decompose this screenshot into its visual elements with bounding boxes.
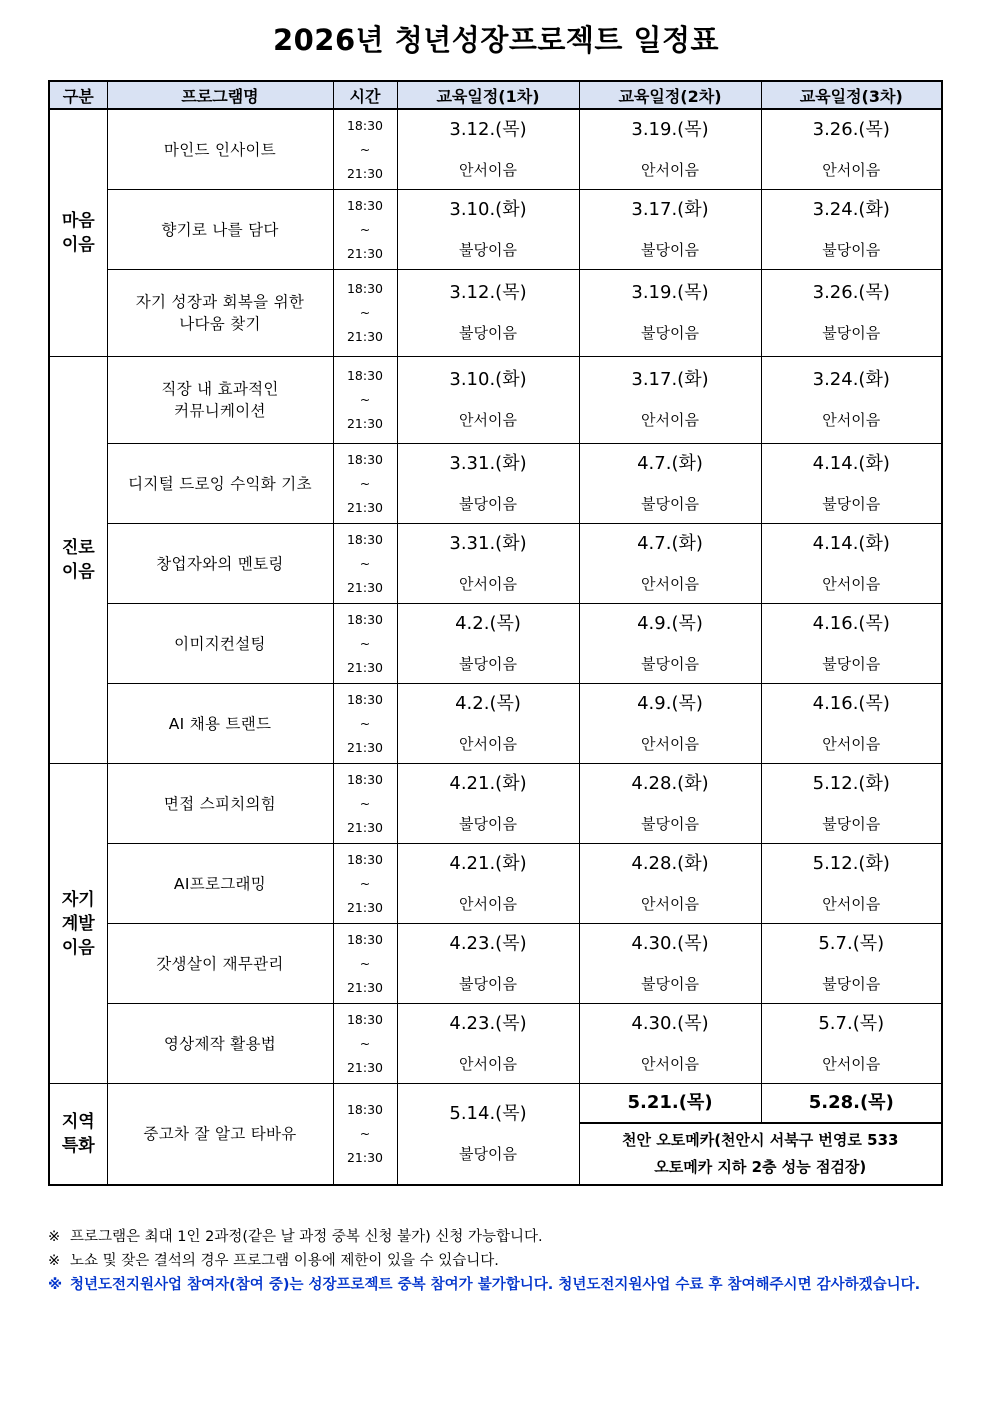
header-program: 프로그램명 <box>107 81 333 109</box>
schedule-location: 불당이음 <box>641 240 699 259</box>
schedule-location: 안서이음 <box>459 574 517 593</box>
schedule-cell-3 <box>761 444 942 524</box>
schedule-cell-3: 5.28.(목) <box>761 1084 942 1124</box>
schedule-date: 3.10.(화) <box>449 198 527 220</box>
program-name: AI 채용 트랜드 <box>107 684 333 764</box>
table-row <box>49 924 942 1004</box>
schedule-cell-3 <box>761 924 942 1004</box>
schedule-location: 안서이음 <box>822 411 881 429</box>
header-schedule-2: 교육일정(2차) <box>579 81 761 109</box>
schedule-location: 불당이음 <box>459 654 517 673</box>
schedule-location: 불당이음 <box>459 324 517 342</box>
time-end: 21:30 <box>346 659 384 675</box>
time-end: 21:30 <box>346 329 384 344</box>
schedule-date: 5.7.(목) <box>818 932 885 954</box>
schedule-date: 3.12.(목) <box>449 282 527 303</box>
schedule-cell-3 <box>761 524 942 604</box>
schedule-location: 불당이음 <box>459 1145 517 1163</box>
schedule-location: 불당이음 <box>822 814 881 833</box>
time-end: 21:30 <box>346 245 384 261</box>
schedule-cell-1 <box>397 190 579 270</box>
time-cell <box>333 357 397 444</box>
schedule-cell-2 <box>579 357 761 444</box>
schedule-cell-2 <box>579 190 761 270</box>
program-name: 직장 내 효과적인 커뮤니케이션 <box>107 357 333 444</box>
schedule-date: 4.14.(화) <box>812 532 890 554</box>
table-row <box>49 444 942 524</box>
time-end: 21:30 <box>346 739 384 755</box>
page-title: 2026년 청년성장프로젝트 일정표 <box>272 23 720 57</box>
schedule-cell-2 <box>579 444 761 524</box>
schedule-cell-3 <box>761 190 942 270</box>
schedule-date: 4.30.(목) <box>631 932 709 954</box>
schedule-location: 불당이음 <box>459 240 517 259</box>
time-end: 21:30 <box>346 1150 384 1165</box>
schedule-date: 4.28.(화) <box>631 772 709 794</box>
table-row <box>49 190 942 270</box>
schedule-location: 불당이음 <box>641 494 699 513</box>
time-start: 18:30 <box>346 197 384 213</box>
time-end: 21:30 <box>346 499 384 515</box>
time-end: 21:30 <box>346 819 384 835</box>
schedule-location: 안서이음 <box>459 734 517 753</box>
table-row <box>49 844 942 924</box>
schedule-date: 4.9.(목) <box>637 692 703 714</box>
schedule-cell-2 <box>579 109 761 190</box>
schedule-date: 4.7.(화) <box>637 532 703 554</box>
schedule-date: 3.12.(목) <box>449 118 527 140</box>
time-start: 18:30 <box>346 851 384 867</box>
program-name: 중고차 잘 알고 타바유 <box>107 1084 333 1186</box>
schedule-location: 안서이음 <box>641 160 699 179</box>
schedule-location: 안서이음 <box>459 411 517 429</box>
schedule-date: 3.31.(화) <box>449 452 527 474</box>
table-row <box>49 684 942 764</box>
program-name: 이미지컨설팅 <box>107 604 333 684</box>
schedule-location: 불당이음 <box>641 974 699 993</box>
time-cell <box>333 190 397 270</box>
schedule-date: 3.19.(목) <box>631 118 709 140</box>
special-place-cell <box>579 1123 942 1185</box>
schedule-cell-3 <box>761 270 942 357</box>
schedule-date: 4.16.(목) <box>812 692 890 714</box>
time-end: 21:30 <box>346 1059 384 1075</box>
time-cell <box>333 444 397 524</box>
schedule-date: 3.24.(화) <box>812 198 890 220</box>
time-separator: ~ <box>359 955 371 971</box>
schedule-location: 불당이음 <box>822 974 881 993</box>
schedule-date: 4.30.(목) <box>631 1012 709 1034</box>
schedule-date: 4.7.(화) <box>637 452 703 474</box>
header-category: 구분 <box>49 81 107 109</box>
note-mark: ※ <box>48 1229 61 1245</box>
schedule-location: 불당이음 <box>641 814 699 833</box>
schedule-cell-2 <box>579 1004 761 1084</box>
schedule-date: 3.19.(목) <box>631 282 709 303</box>
program-name: 창업자와의 멘토링 <box>107 524 333 604</box>
program-name: 자기 성장과 회복을 위한 나다움 찾기 <box>107 270 333 357</box>
category-cell: 마음 이음 <box>49 109 107 357</box>
schedule-location: 안서이음 <box>822 1054 881 1073</box>
schedule-cell-3 <box>761 1004 942 1084</box>
program-name: 향기로 나를 담다 <box>107 190 333 270</box>
category-cell: 진로 이음 <box>49 357 107 764</box>
note-mark: ※ <box>48 1277 63 1293</box>
schedule-cell-1 <box>397 444 579 524</box>
schedule-location: 안서이음 <box>641 574 699 593</box>
table-header-row <box>49 81 942 109</box>
schedule-location: 불당이음 <box>459 814 517 833</box>
schedule-location: 안서이음 <box>822 734 881 753</box>
time-separator: ~ <box>359 635 371 651</box>
schedule-date: 4.2.(목) <box>455 692 521 714</box>
category-cell: 지역 특화 <box>49 1084 107 1186</box>
time-start: 18:30 <box>346 1011 384 1027</box>
schedule-cell-1 <box>397 524 579 604</box>
time-separator: ~ <box>359 715 371 731</box>
schedule-cell-2 <box>579 604 761 684</box>
time-separator: ~ <box>359 475 371 491</box>
schedule-location: 안서이음 <box>822 574 881 593</box>
time-separator: ~ <box>359 392 371 407</box>
table-row <box>49 764 942 844</box>
program-name: 갓생살이 재무관리 <box>107 924 333 1004</box>
schedule-date: 3.26.(목) <box>812 118 890 140</box>
schedule-cell-3 <box>761 844 942 924</box>
time-end: 21:30 <box>346 416 384 431</box>
time-cell <box>333 109 397 190</box>
time-start: 18:30 <box>346 531 384 547</box>
schedule-location: 안서이음 <box>459 1054 517 1073</box>
schedule-location: 불당이음 <box>822 654 881 673</box>
schedule-cell-1 <box>397 1084 579 1186</box>
schedule-date: 5.14.(목) <box>449 1103 527 1124</box>
schedule-date: 4.28.(화) <box>631 852 709 874</box>
schedule-location: 불당이음 <box>459 974 517 993</box>
schedule-date: 4.23.(목) <box>449 1012 527 1034</box>
schedule-location: 불당이음 <box>822 240 881 259</box>
schedule-date: 4.23.(목) <box>449 932 527 954</box>
time-cell <box>333 524 397 604</box>
schedule-date: 5.7.(목) <box>818 1012 885 1034</box>
schedule-location: 불당이음 <box>822 494 881 513</box>
schedule-location: 안서이음 <box>459 160 517 179</box>
program-name: 마인드 인사이트 <box>107 109 333 190</box>
time-cell <box>333 764 397 844</box>
schedule-date: 3.31.(화) <box>449 532 527 554</box>
schedule-cell-2 <box>579 764 761 844</box>
schedule-cell-2 <box>579 844 761 924</box>
schedule-date: 4.2.(목) <box>455 612 521 634</box>
note-item <box>48 1225 948 1249</box>
time-end: 21:30 <box>346 165 384 181</box>
time-separator: ~ <box>359 221 371 237</box>
time-separator: ~ <box>359 795 371 811</box>
schedule-date: 4.16.(목) <box>812 612 890 634</box>
table-row-special <box>49 1084 942 1124</box>
time-cell <box>333 844 397 924</box>
schedule-cell-1 <box>397 357 579 444</box>
time-start: 18:30 <box>346 117 384 133</box>
time-cell <box>333 684 397 764</box>
time-start: 18:30 <box>346 931 384 947</box>
schedule-cell-2: 5.21.(목) <box>579 1084 761 1124</box>
note-text: 청년도전지원사업 참여자(참여 중)는 성장프로젝트 중복 참여가 불가합니다. 청년도전지원사업 수료 후 참여해주시면 감사하겠습니다. <box>70 1277 921 1293</box>
schedule-date: 3.17.(화) <box>631 198 709 220</box>
time-end: 21:30 <box>346 899 384 915</box>
schedule-location: 불당이음 <box>641 654 699 673</box>
schedule-location: 안서이음 <box>641 1054 699 1073</box>
schedule-cell-1 <box>397 1004 579 1084</box>
schedule-date: 3.17.(화) <box>631 369 709 390</box>
schedule-cell-3 <box>761 764 942 844</box>
schedule-date: 4.9.(목) <box>637 612 703 634</box>
schedule-date: 4.21.(화) <box>449 852 527 874</box>
schedule-location: 안서이음 <box>459 894 517 913</box>
schedule-location: 안서이음 <box>641 411 699 429</box>
time-start: 18:30 <box>346 368 384 383</box>
program-name: 디지털 드로잉 수익화 기초 <box>107 444 333 524</box>
note-text: 노쇼 및 잦은 결석의 경우 프로그램 이용에 제한이 있을 수 있습니다. <box>70 1253 499 1269</box>
table-row <box>49 109 942 190</box>
table-row <box>49 270 942 357</box>
table-row <box>49 524 942 604</box>
table-row <box>49 604 942 684</box>
program-name: 면접 스피치의힘 <box>107 764 333 844</box>
schedule-date: 3.10.(화) <box>449 369 527 390</box>
schedule-cell-1 <box>397 109 579 190</box>
schedule-cell-1 <box>397 604 579 684</box>
table-row <box>49 1004 942 1084</box>
schedule-date: 4.21.(화) <box>449 772 527 794</box>
time-end: 21:30 <box>346 979 384 995</box>
header-time: 시간 <box>333 81 397 109</box>
schedule-cell-3 <box>761 357 942 444</box>
header-schedule-1: 교육일정(1차) <box>397 81 579 109</box>
time-end: 21:30 <box>346 579 384 595</box>
time-start: 18:30 <box>346 1102 384 1117</box>
header-schedule-3: 교육일정(3차) <box>761 81 942 109</box>
time-cell <box>333 1004 397 1084</box>
schedule-table <box>48 80 943 1186</box>
schedule-cell-1 <box>397 270 579 357</box>
time-separator: ~ <box>359 141 371 157</box>
schedule-cell-3 <box>761 109 942 190</box>
note-mark: ※ <box>48 1253 61 1269</box>
schedule-location: 안서이음 <box>822 160 881 179</box>
time-separator: ~ <box>359 875 371 891</box>
note-item-warning <box>48 1273 948 1297</box>
schedule-cell-3 <box>761 604 942 684</box>
schedule-date: 5.12.(화) <box>812 772 890 794</box>
table-row <box>49 357 942 444</box>
schedule-cell-1 <box>397 924 579 1004</box>
place-line-2: 오토메카 지하 2층 성능 점검장) <box>654 1158 867 1176</box>
schedule-location: 불당이음 <box>459 494 517 513</box>
schedule-cell-3 <box>761 684 942 764</box>
notes <box>48 1225 948 1297</box>
time-cell <box>333 924 397 1004</box>
schedule-cell-2 <box>579 524 761 604</box>
time-cell <box>333 270 397 357</box>
time-separator: ~ <box>359 1126 371 1141</box>
schedule-location: 불당이음 <box>641 324 699 342</box>
note-text: 프로그램은 최대 1인 2과정(같은 날 과정 중복 신청 불가) 신청 가능합니다. <box>70 1229 543 1245</box>
time-cell <box>333 1084 397 1186</box>
time-start: 18:30 <box>346 611 384 627</box>
program-name: 영상제작 활용법 <box>107 1004 333 1084</box>
note-item <box>48 1249 948 1273</box>
program-name: AI프로그래밍 <box>107 844 333 924</box>
schedule-cell-2 <box>579 924 761 1004</box>
schedule-location: 안서이음 <box>641 734 699 753</box>
time-start: 18:30 <box>346 281 384 296</box>
time-start: 18:30 <box>346 771 384 787</box>
schedule-date: 4.14.(화) <box>812 452 890 474</box>
schedule-date: 3.24.(화) <box>812 369 890 390</box>
time-start: 18:30 <box>346 691 384 707</box>
schedule-cell-2 <box>579 270 761 357</box>
schedule-cell-1 <box>397 844 579 924</box>
time-start: 18:30 <box>346 451 384 467</box>
schedule-date: 3.26.(목) <box>812 282 890 303</box>
time-cell <box>333 604 397 684</box>
time-separator: ~ <box>359 1035 371 1051</box>
schedule-location: 안서이음 <box>822 894 881 913</box>
schedule-location: 안서이음 <box>641 894 699 913</box>
category-cell: 자기 계발 이음 <box>49 764 107 1084</box>
time-separator: ~ <box>359 305 371 320</box>
time-separator: ~ <box>359 555 371 571</box>
schedule-cell-2 <box>579 684 761 764</box>
schedule-date: 5.12.(화) <box>812 852 890 874</box>
schedule-cell-1 <box>397 764 579 844</box>
schedule-cell-1 <box>397 684 579 764</box>
schedule-location: 불당이음 <box>822 324 881 342</box>
place-line-1: 천안 오토메카(천안시 서북구 번영로 533 <box>622 1131 899 1149</box>
